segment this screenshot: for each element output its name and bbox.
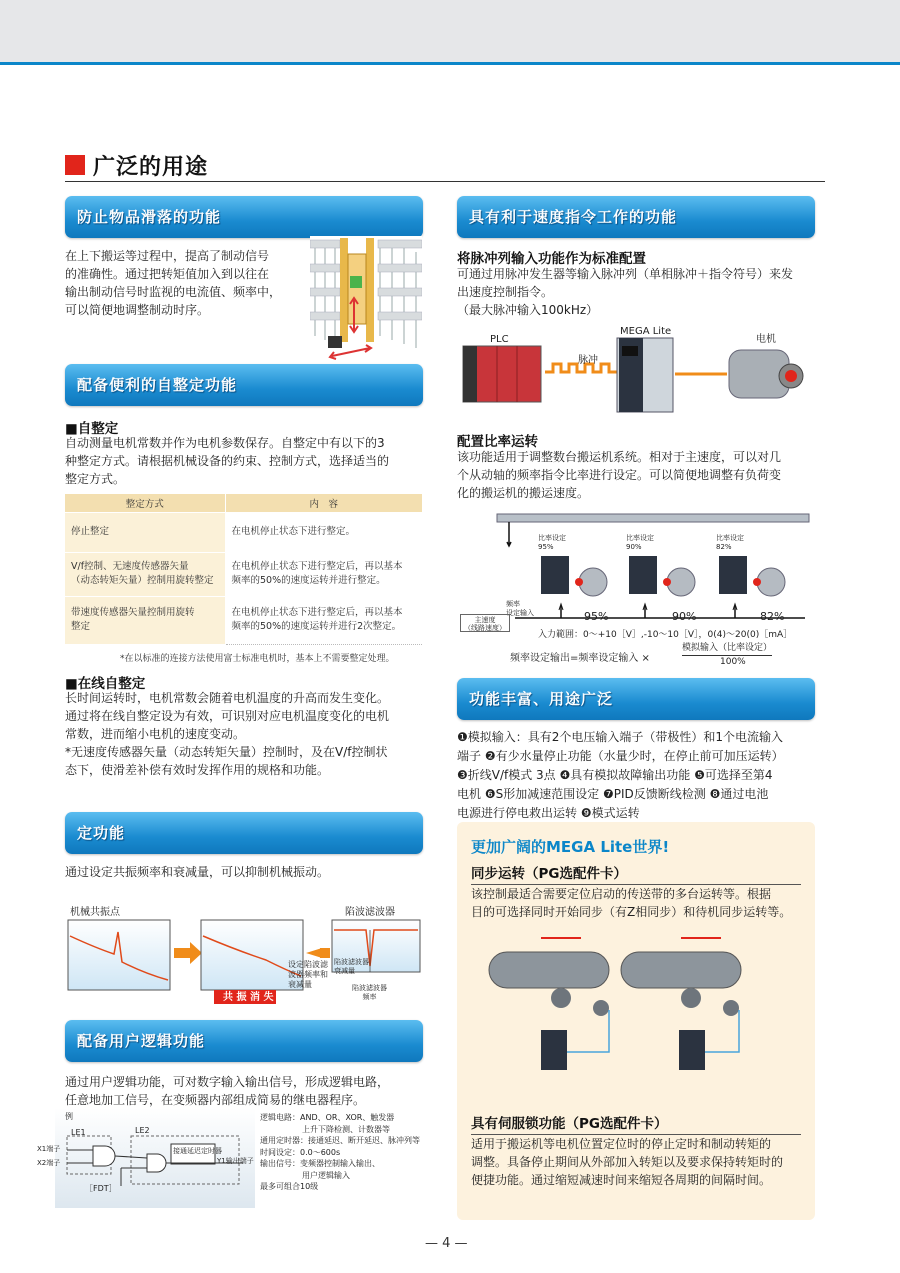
anti-slip-banner	[65, 196, 423, 238]
text-line: 逻辑电路：AND、OR、XOR、触发器	[260, 1113, 395, 1122]
input-range: 入力範囲：0～+10［V］,-10～10［V］，0(4)～20(0)［mA］	[538, 630, 793, 640]
text-line: 比率设定	[538, 534, 566, 542]
plc-label: PLC	[490, 334, 509, 345]
text-line: 陷波滤波器	[352, 984, 387, 992]
ratio-subheading: 配置比率运转	[457, 434, 538, 450]
table-cell	[65, 552, 225, 596]
text-line: 电机 ❻S形加减速范围设定 ❼PID反馈断线检测 ❽通过电池	[457, 787, 769, 801]
sync-body	[471, 885, 811, 921]
text-line: ❶模拟输入：具有2个电压输入端子（带极性）和1个电流输入	[457, 730, 784, 744]
formula-numerator: 模拟输入（比率设定）	[682, 642, 772, 656]
freq-in-label	[506, 600, 534, 618]
text-line: 自动测量电机常数并作为电机参数保存。自整定中有以下的3	[65, 436, 385, 450]
cell-line: 整定	[71, 621, 91, 633]
tuning-note: *在以标准的连接方法使用富士标准电机时，基本上不需要整定处理。	[120, 654, 395, 664]
logic-banner	[65, 1020, 423, 1062]
resonance-cancel-label: 共 振 消 失	[223, 992, 274, 1003]
text-line: 设定输入	[506, 609, 534, 617]
servo-lock-body	[471, 1135, 811, 1189]
text-line: 通过将在线自整定设为有效，可识别对应电机温度变化的电机	[65, 709, 390, 723]
text-line: 频率	[506, 600, 520, 608]
text-line: 82%	[716, 543, 732, 551]
text-line: 可以简便地调整制动时序。	[65, 303, 210, 317]
table-row	[65, 596, 423, 644]
main-speed-box	[460, 614, 510, 632]
cell-line: 带速度传感器矢量控制用旋转	[71, 607, 195, 619]
text-line: 在上下搬运等过程中，提高了制动信号	[65, 249, 270, 263]
le1-label: LE1	[71, 1128, 86, 1137]
text-line: 设定陷波滤	[288, 960, 328, 969]
text-line: 比率设定	[626, 534, 654, 542]
text-line: 便捷功能。通过缩短减速时间来缩短各周期的间隔时间。	[471, 1173, 772, 1187]
auto-tune-banner	[65, 364, 423, 406]
pulse-label: 脉冲	[578, 355, 598, 366]
rich-body	[457, 728, 821, 823]
table-cell	[225, 596, 423, 644]
cell-line: 在电机停止状态下进行整定后，再以基本	[231, 561, 403, 572]
online-tune-subheading: ■在线自整定	[65, 676, 146, 692]
fdt-label: ［FDT］	[85, 1184, 117, 1193]
elevator-illustration	[310, 236, 422, 364]
text-line: 长时间运转时，电机常数会随着电机温度的升高而发生变化。	[65, 691, 390, 705]
pulse-body	[457, 265, 817, 319]
online-tune-body	[65, 689, 425, 779]
speed-title: 具有利于速度指令工作的功能	[469, 208, 678, 226]
freq-label	[352, 984, 387, 1002]
text-line: 整定方式。	[65, 472, 126, 486]
text-line: 输出制动信号时监视的电流值、频率中，	[65, 285, 282, 299]
y1-label: Y1输出端子	[217, 1157, 254, 1165]
ratio-pct-2: 90%	[672, 610, 697, 623]
text-line: 化的搬运机的搬运速度。	[457, 486, 590, 500]
cell-line: V/f控制、无速度传感器矢量	[71, 561, 189, 572]
anti-slip-body	[65, 247, 305, 319]
text-line: 上升下降检测、计数器等	[302, 1124, 390, 1134]
resonance-label: 机械共振点	[70, 907, 120, 918]
text-line: 通用定时器：接通延迟、断开延迟、脉冲列等	[260, 1136, 420, 1145]
notch-banner	[65, 812, 423, 854]
text-line: 用户逻辑输入	[302, 1170, 350, 1180]
text-line: 种整定方式。请根据机械设备的约束、控制方式，选择适当的	[65, 454, 390, 468]
formula-denominator: 100%	[720, 657, 746, 667]
set-label	[288, 960, 328, 990]
auto-tune-body	[65, 434, 425, 488]
rich-banner	[457, 678, 815, 720]
text-line: 适用于搬运机等电机位置定位时的停止定时和制动转矩的	[471, 1137, 772, 1151]
example-label: 例	[65, 1112, 73, 1121]
text-line: （最大脉冲输入100kHz）	[457, 303, 599, 317]
notch-body: 通过设定共振频率和衰减量，可以抑制机械振动。	[65, 865, 330, 879]
pulse-subheading: 将脉冲列输入功能作为标准配置	[457, 251, 646, 267]
text-line: 比率设定	[716, 534, 744, 542]
top-line	[0, 62, 900, 65]
table-cell: 停止整定	[65, 512, 225, 552]
text-line: 通过用户逻辑功能，可对数字输入输出信号，形成逻辑电路，	[65, 1075, 390, 1089]
text-line: ❸折线V/f模式 3点 ❹具有模拟故障输出功能 ❺可选择至第4	[457, 768, 773, 782]
text-line: 衰减量	[288, 980, 312, 989]
text-line: 主速度	[474, 616, 496, 624]
le2-label: LE2	[135, 1126, 150, 1135]
servo-lock-subheading: 具有伺服锁功能（PG选配件卡）	[471, 1112, 801, 1135]
cell-line: 在电机停止状态下进行整定后，再以基本	[231, 607, 403, 618]
att-label	[334, 958, 369, 976]
text-line: 出速度控制指令。	[457, 285, 554, 299]
table-header: 内 容	[225, 494, 423, 512]
page-number: — 4 —	[425, 1236, 468, 1251]
text-line: 最多可组合10级	[260, 1182, 319, 1191]
ratio-set-label-3	[716, 534, 744, 552]
auto-tune-subheading: ■自整定	[65, 421, 119, 437]
text-line: 90%	[626, 543, 642, 551]
text-line: 常数，进而缩小电机的速度变动。	[65, 727, 246, 741]
text-line: 态下，使滑差补偿有效时发挥作用的规格和功能。	[65, 763, 330, 777]
x1-label: X1端子	[37, 1145, 61, 1153]
text-line: 陷波滤波器	[334, 958, 369, 966]
delay-label: 接通延迟定时器	[173, 1147, 222, 1155]
text-line: 调整。具备停止期间从外部加入转矩以及要求保持转矩时的	[471, 1155, 784, 1169]
top-band	[0, 0, 900, 62]
heading-square-icon	[65, 155, 85, 175]
sync-subheading: 同步运转（PG选配件卡）	[471, 862, 801, 885]
page-title: 广泛的用途	[93, 154, 209, 180]
mega-lite-label: MEGA Lite	[620, 326, 672, 337]
x2-label: X2端子	[37, 1159, 61, 1167]
text-line: 该功能适用于调整数台搬运机系统。相对于主速度，可以对几	[457, 450, 782, 464]
sync-conveyor-illustration	[481, 932, 797, 1102]
table-cell	[65, 596, 225, 644]
text-line: *无速度传感器矢量（动态转矩矢量）控制时，及在V/f控制状	[65, 745, 388, 759]
ratio-pct-1: 95%	[584, 610, 609, 623]
text-line: 任意地加工信号，在变频器内部组成简易的继电器程序。	[65, 1093, 366, 1107]
text-line: 输出信号：变频器控制输入输出、	[260, 1159, 380, 1168]
table-row	[65, 512, 423, 552]
text-line: 95%	[538, 543, 554, 551]
text-line: 的准确性。通过把转矩值加入到以往在	[65, 267, 270, 281]
auto-tune-title: 配备便利的自整定功能	[77, 376, 238, 394]
ratio-pct-3: 82%	[760, 610, 785, 623]
cell-line: 频率的50%的速度运转并进行整定。	[231, 575, 386, 586]
text-line: 电源进行停电救出运转 ❾模式运转	[457, 806, 640, 820]
logic-body	[65, 1073, 425, 1109]
page-heading	[65, 150, 825, 182]
logic-diagram	[37, 1108, 255, 1208]
anti-slip-title: 防止物品滑落的功能	[77, 208, 222, 226]
notch-title: 定功能	[77, 824, 126, 842]
speed-banner	[457, 196, 815, 238]
text-line: 可通过用脉冲发生器等输入脉冲列（单相脉冲＋指令符号）来发	[457, 267, 794, 281]
cell-line: （动态转矩矢量）控制用旋转整定	[71, 575, 214, 586]
ratio-body	[457, 448, 819, 502]
text-line: 波器频率和	[288, 970, 328, 979]
text-line: 个从动轴的频率指令比率进行设定。可以简便地调整有负荷变	[457, 468, 782, 482]
logic-title: 配备用户逻辑功能	[77, 1032, 206, 1050]
text-line: 频率	[362, 993, 377, 1001]
table-header: 整定方式	[65, 494, 225, 512]
text-line: 衰减量	[334, 967, 355, 975]
mega-lite-panel	[457, 822, 815, 1220]
ratio-set-label-1	[538, 534, 566, 552]
rich-title: 功能丰富、用途广泛	[469, 690, 614, 708]
tuning-table	[65, 494, 423, 645]
text-line: 目的可选择同时开始同步（有Z相同步）和待机同步运转等。	[471, 905, 792, 919]
filter-label: 陷波滤波器	[345, 907, 395, 918]
text-line: （线路速度）	[464, 624, 506, 632]
text-line: 时间设定：0.0～600s	[260, 1147, 341, 1157]
panel-title: 更加广阔的MEGA Lite世界!	[471, 838, 670, 856]
logic-specs	[260, 1112, 428, 1193]
table-row	[65, 552, 423, 596]
text-line: 端子 ❷有少水量停止功能（水量少时，在停止前可加压运转）	[457, 749, 784, 763]
formula-left: 频率设定输出=频率设定输入 ×	[510, 653, 650, 664]
table-cell: 在电机停止状态下进行整定。	[225, 512, 423, 552]
table-cell	[225, 552, 423, 596]
text-line: 该控制最适合需要定位启动的传送带的多台运转等。根据	[471, 887, 772, 901]
ratio-set-label-2	[626, 534, 654, 552]
cell-line: 频率的50%的速度运转并进行2次整定。	[231, 621, 402, 632]
motor-label: 电机	[756, 334, 776, 345]
